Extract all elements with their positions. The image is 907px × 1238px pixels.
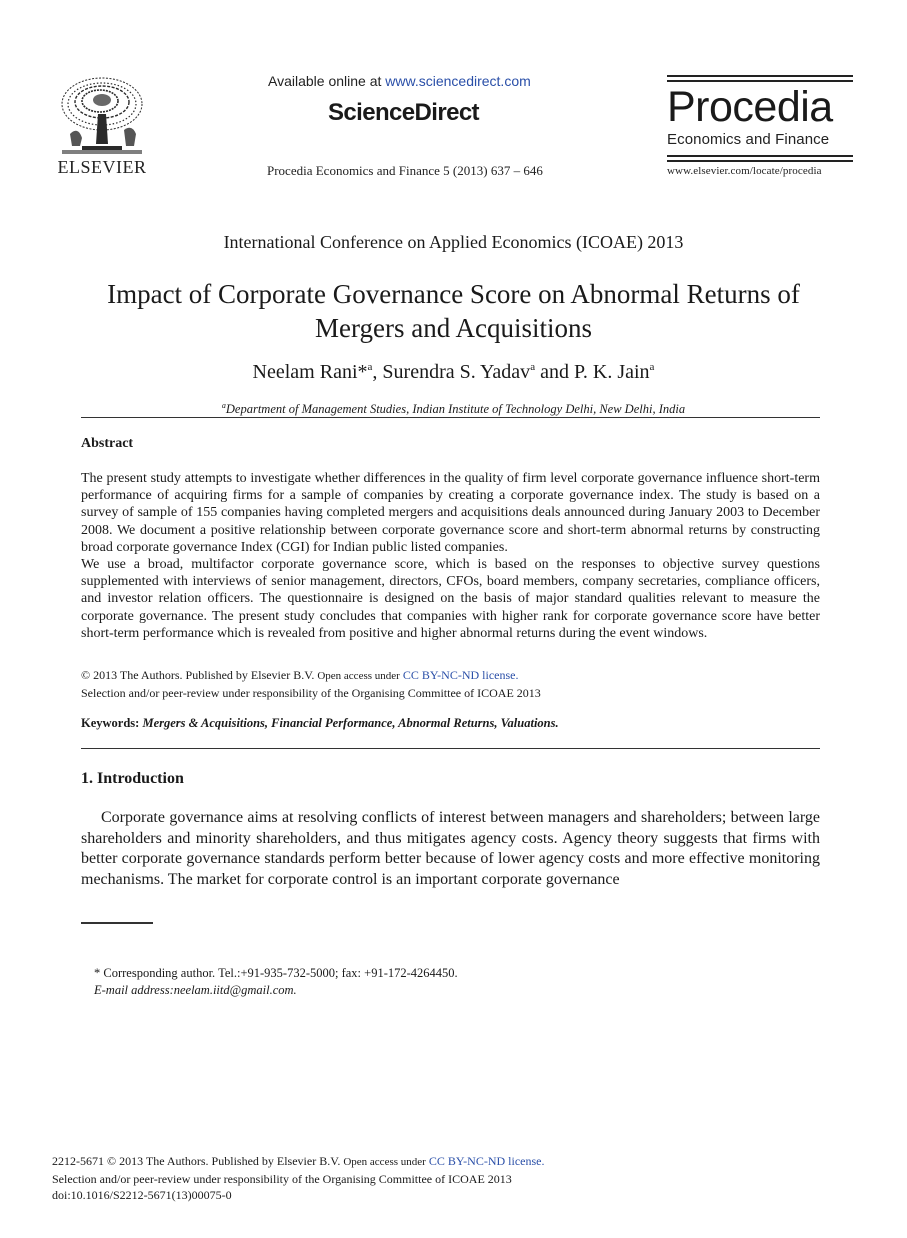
conference-name: International Conference on Applied Economics (ICOAE) 2013: [223, 232, 684, 252]
abstract-copyright: [81, 667, 541, 702]
affiliation-mark: a: [221, 401, 226, 410]
author-separator: and: [535, 361, 574, 383]
paper-title-line-1: Impact of Corporate Governance Score on Abnormal Returns of: [107, 279, 800, 309]
procedia-subtitle: Economics and Finance: [667, 131, 830, 148]
copyright-line: [81, 667, 541, 685]
abstract-paragraph-1: The present study attempts to investigate whether differences in the quality of firm level corporate governance influence short-term performance of acquiring firms for a sample of companies by creating a corporate governance index. The study is based on a survey of sample of 155 companies having completed mergers and acquisitions deals announced during January 2003 to December 2008. We document a positive relationship between corporate governance score and short-term abnormal returns by constructing broad corporate governance Index (CGI) for Indian public listed companies.: [81, 471, 820, 555]
open-access-text: Open access under: [317, 670, 400, 682]
procedia-url[interactable]: www.elsevier.com/locate/procedia: [667, 165, 822, 177]
paper-title-line-2: Mergers and Acquisitions: [315, 313, 592, 343]
author-affiliation-mark: a: [649, 361, 655, 373]
footer-license-link[interactable]: CC BY-NC-ND license.: [428, 1154, 545, 1168]
footer-doi[interactable]: doi:10.1016/S2212-5671(13)00075-0: [52, 1188, 232, 1202]
keywords-value: Mergers & Acquisitions, Financial Performance, Abnormal Returns, Valuations.: [142, 716, 559, 730]
author-name: Surendra S. Yadav: [382, 361, 531, 383]
divider-top: [81, 417, 820, 418]
footer-open-access: Open access under: [343, 1156, 426, 1168]
paper-title: [60, 277, 847, 345]
procedia-title: Procedia: [667, 83, 833, 131]
abstract-body: [81, 470, 820, 642]
affiliation-text: Department of Management Studies, Indian Institute of Technology Delhi, New Delhi, India: [225, 402, 686, 416]
abstract-paragraph-2: We use a broad, multifactor corporate governance score, which is based on the responses to objective survey questions supplemented with interviews of senior management, directors, CFOs, board members, company secretaries, compliance officers, and investor relation officers. The questionnaire is designed on the basis of major standard qualities relevant to measure the corporate governance. The present study concludes that companies with higher rank for corporate governance score have better short-term performance which is revealed from positive and higher abnormal returns during the event windows.: [81, 557, 820, 641]
footnote: [94, 965, 458, 999]
available-online-prefix: Available online at: [268, 73, 382, 89]
affiliation: [0, 401, 907, 417]
procedia-rule-bottom: [667, 155, 853, 162]
available-online-line: [268, 73, 531, 89]
peer-review-line: Selection and/or peer-review under responsibility of the Organising Committee of ICOAE 2013: [81, 686, 541, 700]
footer-review-line: Selection and/or peer-review under responsibility of the Organising Committee of ICOAE 2013: [52, 1171, 512, 1186]
introduction-paragraph: Corporate governance aims at resolving conflicts of interest between managers and shareholders; between large shareholders and minority shareholders, and thus mitigates agency costs. Agency theory suggests that firms with better corporate governance standards perform better because of lower agency costs and more effective monitoring mechanisms. The market for corporate control is an important corporate governance: [81, 809, 820, 888]
author-name: P. K. Jain: [573, 361, 650, 383]
copyright-text: © 2013 The Authors. Published by Elsevier B.V.: [81, 668, 315, 682]
license-link[interactable]: CC BY-NC-ND license.: [402, 668, 519, 682]
author-name: Neelam Rani*: [252, 361, 368, 383]
elsevier-wordmark: ELSEVIER: [57, 157, 147, 177]
author-affiliation-mark: a: [367, 361, 373, 373]
footer-issn-line: [52, 1153, 544, 1171]
sciencedirect-wordmark: ScienceDirect: [328, 99, 479, 126]
abstract-heading: Abstract: [81, 436, 134, 451]
footer-issn-text: 2212-5671 © 2013 The Authors. Published by Elsevier B.V.: [52, 1154, 341, 1168]
author-affiliation-mark: a: [530, 361, 536, 373]
footnote-rule: [81, 922, 153, 924]
keywords: [81, 716, 559, 731]
corresponding-author: * Corresponding author. Tel.:+91-935-732-5000; fax: +91-172-4264450.: [94, 966, 458, 980]
page-footer: [52, 1153, 544, 1204]
divider-bottom: [81, 748, 820, 749]
keywords-label: Keywords:: [81, 716, 140, 730]
author-list: [0, 361, 907, 384]
email-address[interactable]: E-mail address:neelam.iitd@gmail.com.: [94, 983, 297, 997]
journal-reference: Procedia Economics and Finance 5 (2013) 637 – 646: [267, 163, 543, 178]
section-heading-introduction: 1. Introduction: [81, 770, 184, 787]
sciencedirect-link[interactable]: www.sciencedirect.com: [385, 73, 531, 89]
procedia-brand: [667, 75, 853, 177]
author-separator: ,: [372, 361, 383, 383]
procedia-rule-top: [667, 75, 853, 82]
